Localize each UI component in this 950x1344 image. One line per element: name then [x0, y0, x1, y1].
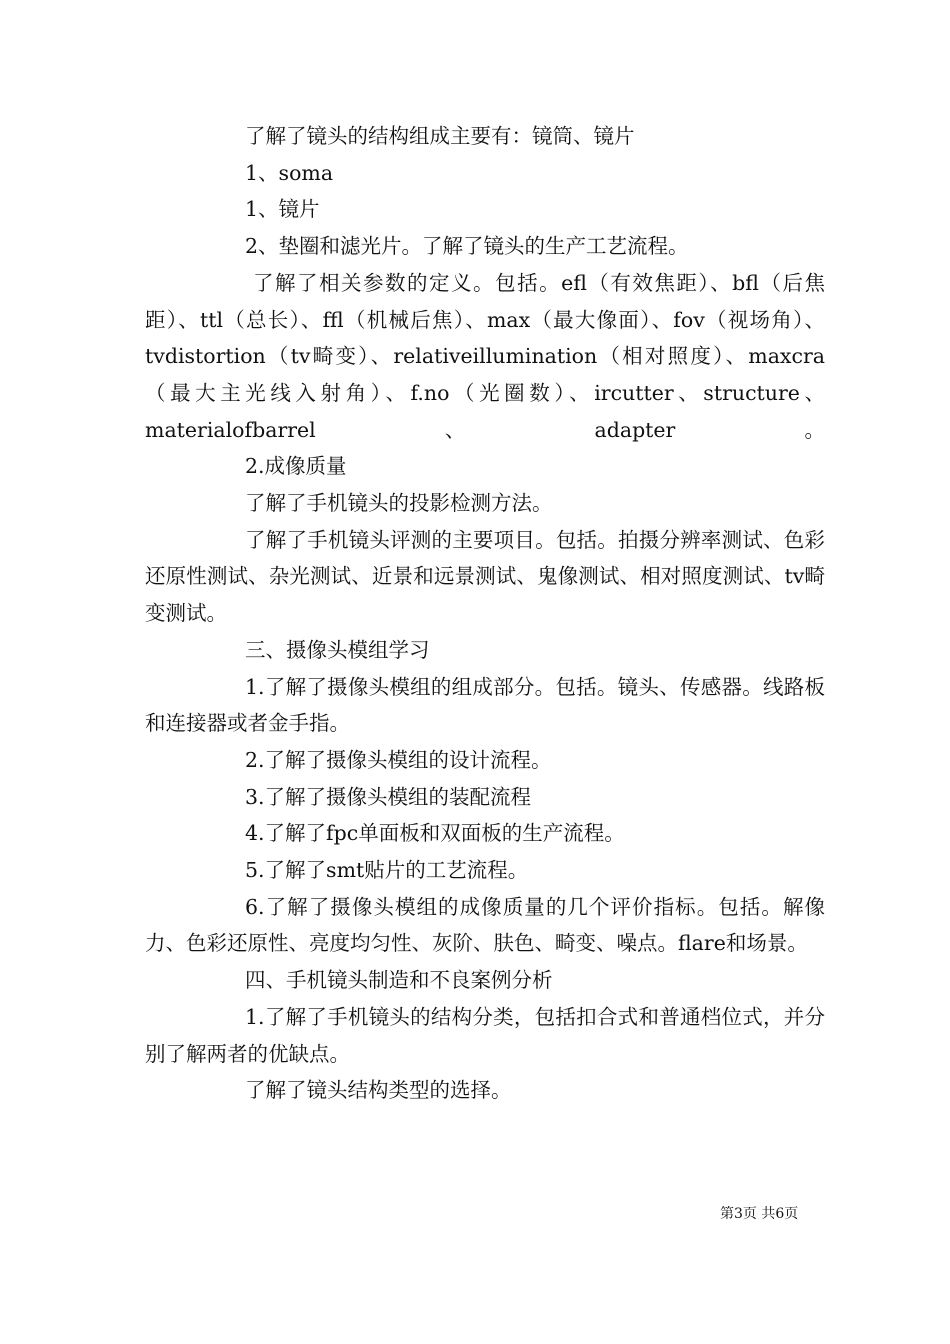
paragraph-module-design: 2.了解了摄像头模组的设计流程。 — [245, 747, 552, 772]
paragraph-module-components: 1.了解了摄像头模组的组成部分。包括。镜头、传感器。线路板和连接器或者金手指。 — [145, 674, 825, 736]
page-number-footer: 第3页 共6页 — [720, 1206, 799, 1222]
paragraph-smt-process: 5.了解了smt贴片的工艺流程。 — [245, 858, 529, 883]
section-heading-camera-module: 三、摄像头模组学习 — [245, 637, 430, 662]
paragraph-gasket-filter: 2、垫圈和滤光片。了解了镜头的生产工艺流程。 — [245, 234, 689, 259]
section-heading-lens-manufacturing: 四、手机镜头制造和不良案例分析 — [245, 968, 553, 993]
paragraph-parameter-definitions: 了解了相关参数的定义。包括。efl（有效焦距）、bfl（后焦距）、ttl（总长）、ffl（机械后焦）、max（最大像面）、fov（视场角）、tvdistortion（tv畸变）、relativeillumination（相对照度）、maxcra（最大主光线入射角）、f.no（光圈数）、ircutter、structure、materialofbarrel、adapter。 — [145, 270, 825, 442]
paragraph-fpc-process: 4.了解了fpc单面板和双面板的生产流程。 — [245, 821, 625, 846]
paragraph-lens-structure: 了解了镜头的结构组成主要有：镜筒、镜片 — [245, 124, 635, 148]
document-body — [145, 118, 825, 1109]
paragraph-soma: 1、soma — [245, 160, 334, 185]
paragraph-projection-inspection: 了解了手机镜头的投影检测方法。 — [245, 491, 553, 516]
paragraph-structure-selection: 了解了镜头结构类型的选择。 — [245, 1078, 512, 1103]
paragraph-imaging-quality: 2.成像质量 — [245, 454, 347, 479]
paragraph-evaluation-items: 了解了手机镜头评测的主要项目。包括。拍摄分辨率测试、色彩还原性测试、杂光测试、近景和远景测试、鬼像测试、相对照度测试、tv畸变测试。 — [145, 527, 825, 626]
paragraph-quality-metrics: 6.了解了摄像头模组的成像质量的几个评价指标。包括。解像力、色彩还原性、亮度均匀性、灰阶、肤色、畸变、噪点。flare和场景。 — [145, 894, 825, 956]
paragraph-structure-classification: 1.了解了手机镜头的结构分类，包括扣合式和普通档位式，并分别了解两者的优缺点。 — [145, 1004, 825, 1066]
paragraph-module-assembly: 3.了解了摄像头模组的装配流程 — [245, 784, 532, 809]
paragraph-lens-element: 1、镜片 — [245, 197, 320, 222]
